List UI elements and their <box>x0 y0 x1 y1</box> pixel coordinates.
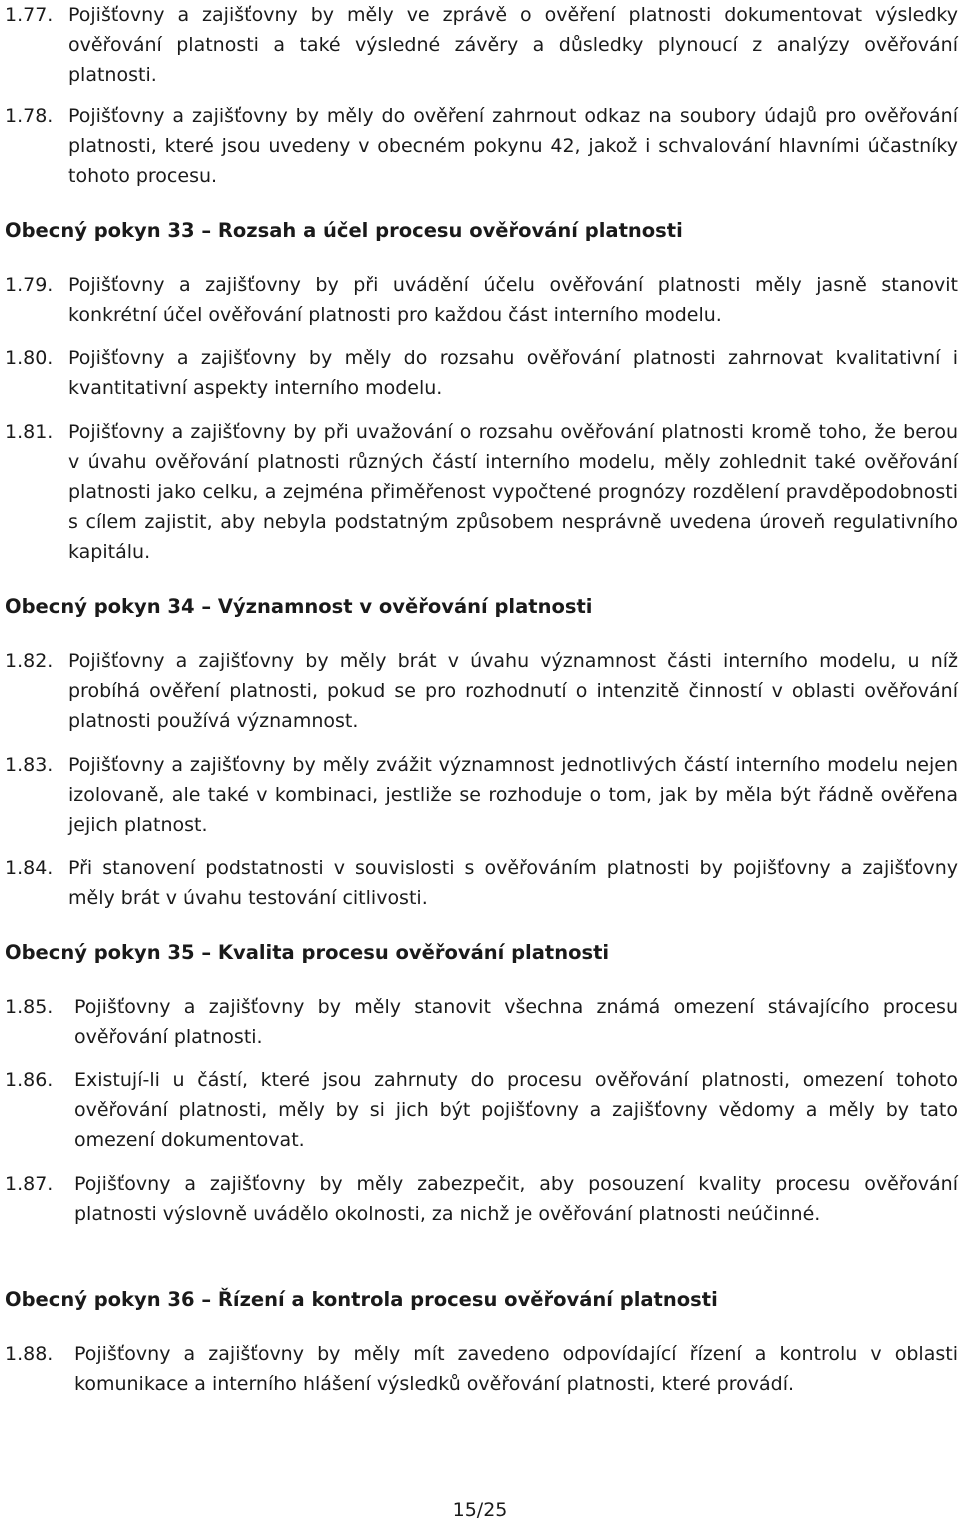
paragraph <box>5 1339 958 1399</box>
paragraph-text: Pojišťovny a zajišťovny by měly stanovit všechna známá omezení stávajícího procesu ověřování platnosti. <box>74 996 958 1048</box>
paragraph-text: Existují-li u částí, které jsou zahrnuty do procesu ověřování platnosti, omezení tohoto ověřování platnosti, měly by si jich být pojišťovny a zajišťovny vědomy a měly by tato omezení dokumentovat. <box>74 1069 958 1151</box>
section-heading: Obecný pokyn 35 – Kvalita procesu ověřování platnosti <box>5 941 610 964</box>
paragraph-number: 1.77. <box>5 4 54 26</box>
paragraph-number: 1.79. <box>5 274 54 296</box>
paragraph-number: 1.78. <box>5 105 54 127</box>
paragraph-text: Pojišťovny a zajišťovny by při uvádění účelu ověřování platnosti měly jasně stanovit konkrétní účel ověřování platnosti pro každou část interního modelu. <box>68 274 958 326</box>
paragraph-number: 1.86. <box>5 1069 54 1091</box>
paragraph <box>5 750 958 840</box>
paragraph-number: 1.81. <box>5 421 54 443</box>
paragraph-text: Pojišťovny a zajišťovny by měly mít zavedeno odpovídající řízení a kontrolu v oblasti komunikace a interního hlášení výsledků ověřování platnosti, které provádí. <box>74 1343 958 1395</box>
paragraph <box>5 992 958 1052</box>
paragraph-text: Pojišťovny a zajišťovny by měly ve zprávě o ověření platnosti dokumentovat výsledky ověřování platnosti a také výsledné závěry a důsledky plynoucí z analýzy ověřování platnosti. <box>68 4 958 86</box>
paragraph <box>5 1065 958 1155</box>
paragraph-number: 1.83. <box>5 754 54 776</box>
paragraph <box>5 1169 958 1229</box>
paragraph <box>5 853 958 913</box>
paragraph <box>5 417 958 567</box>
paragraph <box>5 646 958 736</box>
section-heading: Obecný pokyn 36 – Řízení a kontrola procesu ověřování platnosti <box>5 1288 718 1311</box>
paragraph-text: Pojišťovny a zajišťovny by měly do ověření zahrnout odkaz na soubory údajů pro ověřování platnosti, které jsou uvedeny v obecném pokynu 42, jakož i schvalování hlavními účastníky tohoto procesu. <box>68 105 958 187</box>
paragraph-text: Pojišťovny a zajišťovny by měly do rozsahu ověřování platnosti zahrnovat kvalitativní i kvantitativní aspekty interního modelu. <box>68 347 958 399</box>
paragraph-text: Při stanovení podstatnosti v souvislosti s ověřováním platnosti by pojišťovny a zajišťovny měly brát v úvahu testování citlivosti. <box>68 857 958 909</box>
paragraph-number: 1.87. <box>5 1173 54 1195</box>
section-heading: Obecný pokyn 34 – Významnost v ověřování platnosti <box>5 595 593 618</box>
paragraph-text: Pojišťovny a zajišťovny by měly brát v úvahu významnost části interního modelu, u níž probíhá ověření platnosti, pokud se pro rozhodnutí o intenzitě činností v oblasti ověřování platnosti používá významnost. <box>68 650 958 732</box>
paragraph-number: 1.82. <box>5 650 54 672</box>
paragraph <box>5 343 958 403</box>
paragraph-number: 1.80. <box>5 347 54 369</box>
paragraph-number: 1.85. <box>5 996 54 1018</box>
paragraph <box>5 0 958 90</box>
paragraph-number: 1.88. <box>5 1343 54 1365</box>
paragraph-text: Pojišťovny a zajišťovny by měly zvážit významnost jednotlivých částí interního modelu nejen izolovaně, ale také v kombinaci, jestliže se rozhoduje o tom, jak by měla být řádně ověřena jejich platnost. <box>68 754 958 836</box>
paragraph-text: Pojišťovny a zajišťovny by při uvažování o rozsahu ověřování platnosti kromě toho, že berou v úvahu ověřování platnosti různých částí interního modelu, měly zohlednit také ověřování platnosti jako celku, a zejména přiměřenost vypočtené prognózy rozdělení pravděpodobnosti s cílem zajistit, aby nebyla podstatným způsobem nesprávně uvedena úroveň regulativního kapitálu. <box>68 421 958 563</box>
paragraph-text: Pojišťovny a zajišťovny by měly zabezpečit, aby posouzení kvality procesu ověřování platnosti výslovně uvádělo okolnosti, za nichž je ověřování platnosti neúčinné. <box>74 1173 958 1225</box>
paragraph-number: 1.84. <box>5 857 54 879</box>
paragraph <box>5 101 958 191</box>
page-number: 15/25 <box>452 1499 508 1521</box>
section-heading: Obecný pokyn 33 – Rozsah a účel procesu ověřování platnosti <box>5 219 683 242</box>
paragraph <box>5 270 958 330</box>
